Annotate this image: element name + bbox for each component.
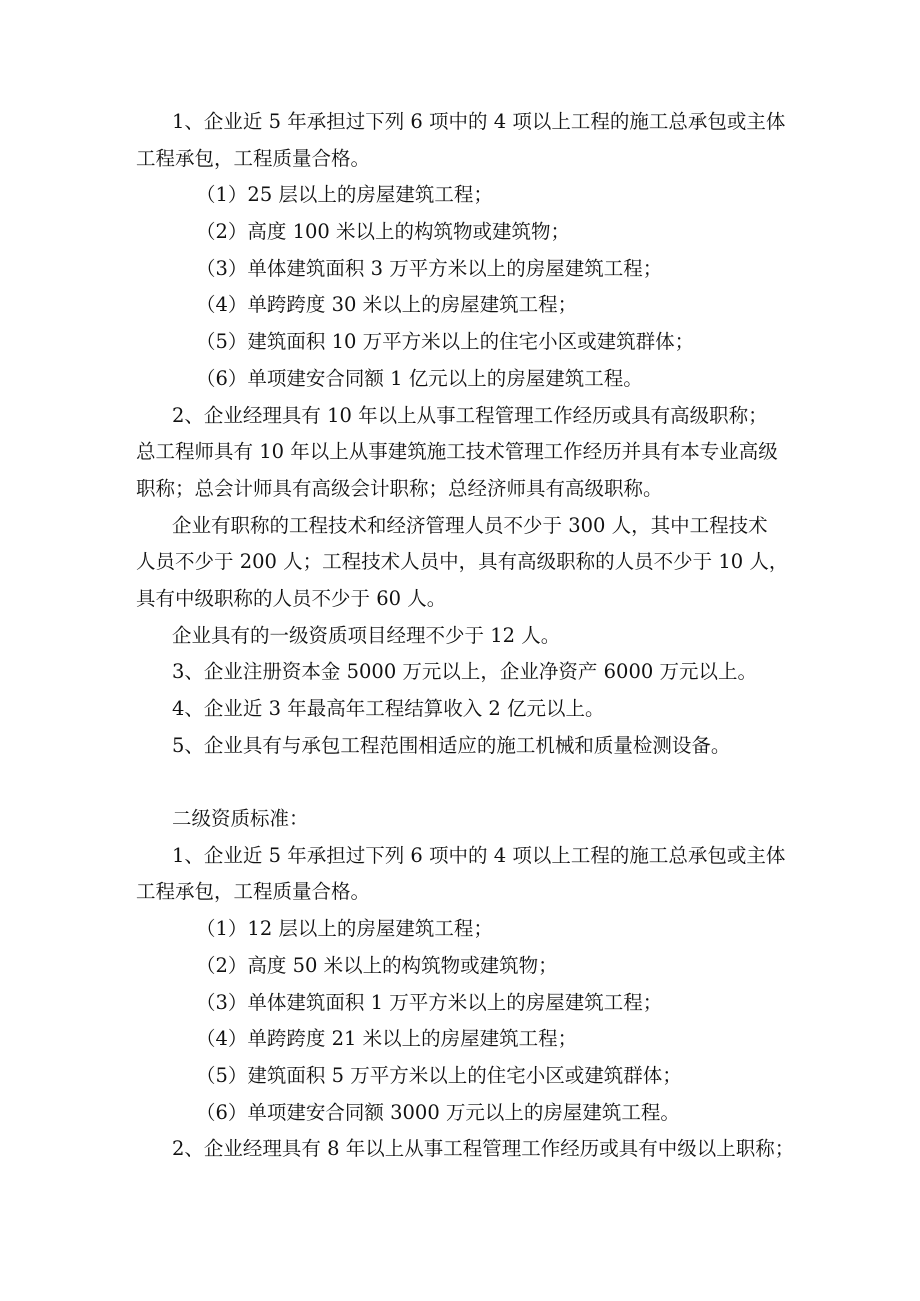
text-line: （5）建筑面积 5 万平方米以上的住宅小区或建筑群体； (196, 1063, 682, 1087)
text-line: （3）单体建筑面积 3 万平方米以上的房屋建筑工程； (196, 256, 663, 280)
text-line: 2、企业经理具有 8 年以上从事工程管理工作经历或具有中级以上职称； (172, 1137, 795, 1161)
text-line: （1）25 层以上的房屋建筑工程； (196, 183, 493, 207)
text-line: 总工程师具有 10 年以上从事建筑施工技术管理工作经历并具有本专业高级 (136, 440, 778, 464)
text-line: 1、企业近 5 年承担过下列 6 项中的 4 项以上工程的施工总承包或主体 (172, 843, 786, 867)
document-body (136, 104, 816, 1168)
text-line: 4、企业近 3 年最高年工程结算收入 2 亿元以上。 (172, 697, 605, 720)
text-line: （1）12 层以上的房屋建筑工程； (196, 917, 493, 941)
text-line: 企业有职称的工程技术和经济管理人员不少于 300 人，其中工程技术 (172, 513, 768, 537)
blank-line (136, 764, 816, 801)
text-line: （4）单跨跨度 21 米以上的房屋建筑工程； (196, 1027, 578, 1051)
text-line: （5）建筑面积 10 万平方米以上的住宅小区或建筑群体； (196, 330, 695, 354)
text-line: 二级资质标准： (172, 807, 309, 831)
text-line: 具有中级职称的人员不少于 60 人。 (136, 586, 447, 610)
text-line: （4）单跨跨度 30 米以上的房屋建筑工程； (196, 293, 578, 317)
text-line: （3）单体建筑面积 1 万平方米以上的房屋建筑工程； (196, 990, 663, 1014)
text-line: （2）高度 100 米以上的构筑物或建筑物； (196, 220, 571, 244)
text-line: 1、企业近 5 年承担过下列 6 项中的 4 项以上工程的施工总承包或主体 (172, 110, 786, 133)
text-line: 人员不少于 200 人；工程技术人员中，具有高级职称的人员不少于 10 人， (136, 550, 789, 574)
text-line: 工程承包，工程质量合格。 (136, 146, 371, 170)
text-line: 职称；总会计师具有高级会计职称；总经济师具有高级职称。 (136, 476, 663, 500)
text-line: （6）单项建安合同额 3000 万元以上的房屋建筑工程。 (196, 1100, 680, 1124)
text-line: 5、企业具有与承包工程范围相适应的施工机械和质量检测设备。 (172, 733, 731, 757)
text-line: 2、企业经理具有 10 年以上从事工程管理工作经历或具有高级职称； (172, 403, 768, 427)
text-line: 工程承包，工程质量合格。 (136, 880, 371, 904)
text-line: （6）单项建安合同额 1 亿元以上的房屋建筑工程。 (196, 366, 643, 390)
text-line: 企业具有的一级资质项目经理不少于 12 人。 (172, 623, 561, 647)
text-line: 3、企业注册资本金 5000 万元以上，企业净资产 6000 万元以上。 (172, 660, 757, 684)
text-line: （2）高度 50 米以上的构筑物或建筑物； (196, 953, 558, 977)
